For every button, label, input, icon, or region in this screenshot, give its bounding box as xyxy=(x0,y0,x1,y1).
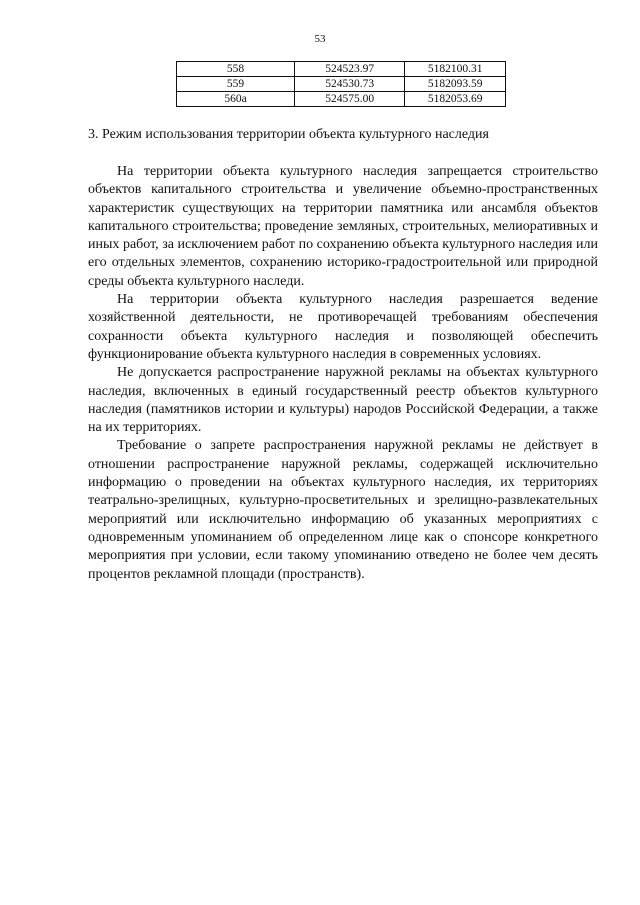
table-cell-y: 5182100.31 xyxy=(405,62,506,77)
paragraph: На территории объекта культурного наследия запрещается строительство объектов капитального строительства и увеличение объемно-пространственных характеристик существующих на территории памятника или ансамбля объектов капитального строительства; проведение земляных, строительных, мелиоративных и иных работ, за исключением работ по сохранению объекта культурного наследия или его отдельных элементов, сохранению историко-градостроительной или природной среды объекта культурного наследи. xyxy=(88,164,598,289)
section-heading: 3. Режим использования территории объекта культурного наследия xyxy=(88,127,489,142)
table-cell-x: 524575.00 xyxy=(295,92,405,107)
coordinates-table xyxy=(176,61,506,107)
table-cell-point: 560а xyxy=(177,92,295,107)
table-cell-y: 5182093.59 xyxy=(405,77,506,92)
paragraph: Требование о запрете распространения наружной рекламы не действует в отношении распространение наружной рекламы, содержащей исключительно информацию о проведении на объектах культурного наследия, их территориях театрально-зрелищных, культурно-просветительных и зрелищно-развлекательных мероприятий или исключительно информацию об указанных мероприятиях с одновременным упоминанием об определенном лице как о спонсоре конкретного мероприятия при условии, если такому упоминанию отведено не более чем десять процентов рекламной площади (пространств). xyxy=(88,438,598,582)
table-cell-x: 524523.97 xyxy=(295,62,405,77)
table-row xyxy=(177,77,506,92)
page-number: 53 xyxy=(314,33,326,45)
table-row xyxy=(177,92,506,107)
table-row xyxy=(177,62,506,77)
body-text xyxy=(88,163,598,584)
table-cell-point: 559 xyxy=(177,77,295,92)
table-cell-x: 524530.73 xyxy=(295,77,405,92)
table-cell-y: 5182053.69 xyxy=(405,92,506,107)
paragraph: Не допускается распространение наружной рекламы на объектах культурного наследия, включенных в единый государственный реестр объектов культурного наследия (памятников истории и культуры) народов Российской Федерации, а также на их территориях. xyxy=(88,365,598,436)
table-cell-point: 558 xyxy=(177,62,295,77)
paragraph: На территории объекта культурного наследия разрешается ведение хозяйственной деятельности, не противоречащей требованиям обеспечения сохранности объекта культурного наследия и позволяющей обеспечить функционирование объекта культурного наследия в современных условиях. xyxy=(88,292,598,362)
